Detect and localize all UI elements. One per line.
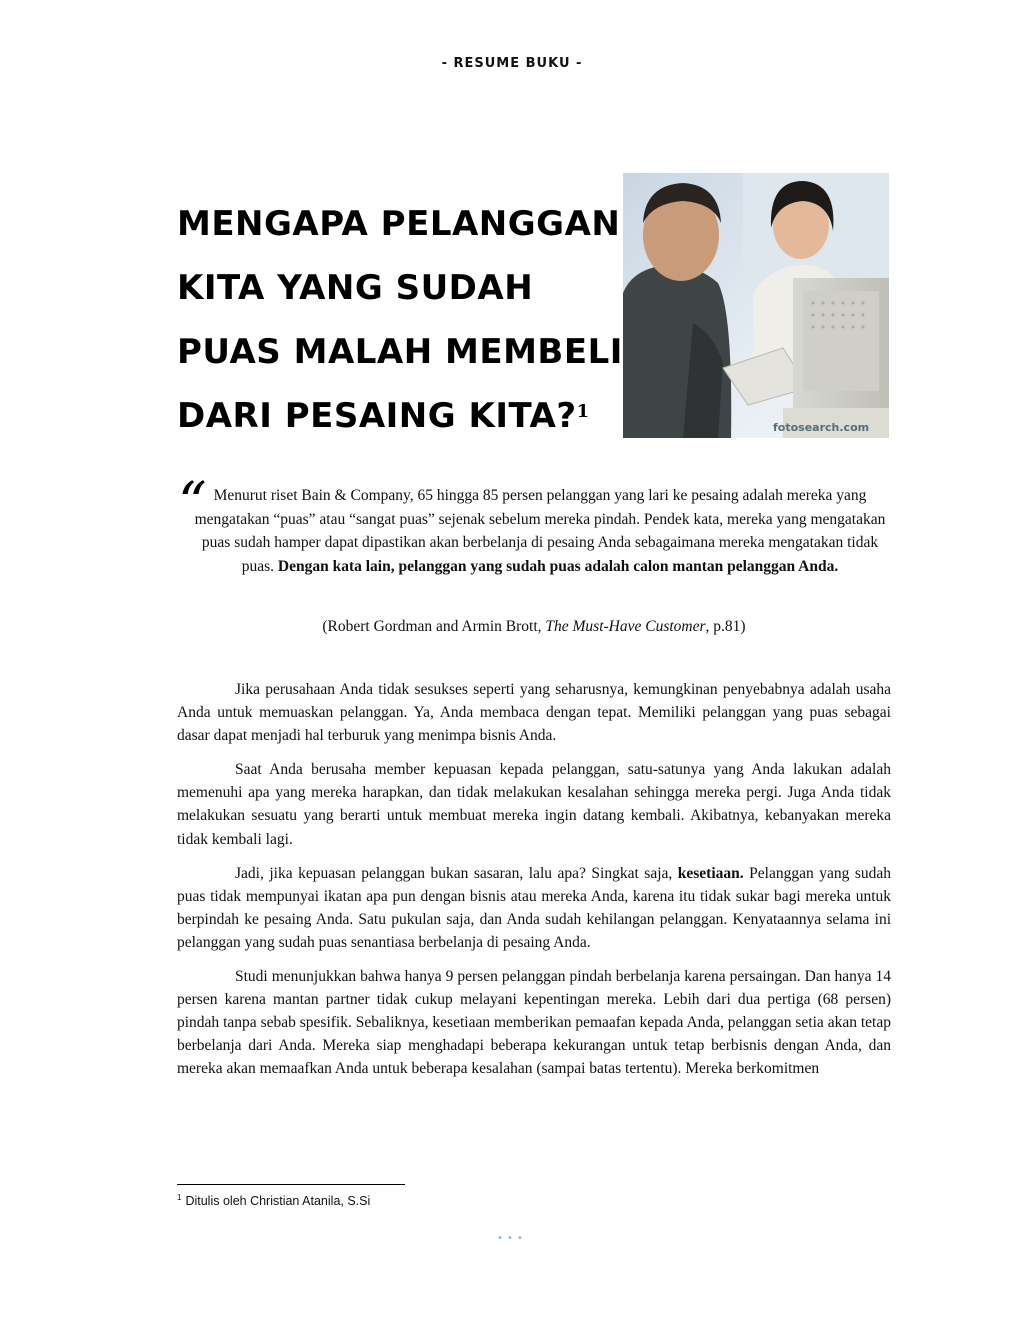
quote-mark: “ [178,471,207,536]
paragraph-1: Jika perusahaan Anda tidak sesukses seperti yang seharusnya, kemungkinan penyebabnya adalah usaha Anda untuk memuaskan pelanggan. Ya, Anda membaca dengan tepat. Memiliki pelanggan yang puas sebagai dasar dapat menjadi hal terburuk yang menimpa bisnis Anda. [177,681,891,745]
page-header: - RESUME BUKU - [441,56,583,71]
footnote [177,1193,370,1208]
citation-suffix: , p.81) [705,618,746,635]
paragraph-2: Saat Anda berusaha member kepuasan kepada pelanggan, satu-satunya yang Anda lakukan adalah memenuhi apa yang mereka harapkan, dan tidak melakukan kesalahan sehingga mereka pergi. Juga Anda tidak melakukan sesuatu yang berarti untuk membuat mereka ingin datang kembali. Akibatnya, kebanyakan mereka tidak kembali lagi. [177,761,891,848]
pull-quote [190,484,890,578]
paragraph-3-text: Jadi, jika kepuasan pelanggan bukan sasaran, lalu apa? Singkat saja, [235,864,678,882]
photo-watermark: fotosearch.com [773,421,870,434]
title-line-4 [177,384,627,448]
quote-text: Menurut riset Bain & Company, 65 hingga 85 persen pelanggan yang lari ke pesaing adalah mereka yang mengatakan “puas” atau “sangat puas” sejenak sebelum mereka pindah. Pendek kata, mereka yang mengatakan puas sudah hamper dapat dipastikan akan berbelanja di pesaing Anda sebagaimana mereka mengatakan tidak puas. [194,487,886,575]
quote-citation [177,618,891,636]
title-line-2: KITA YANG SUDAH [177,268,534,308]
customer-service-photo-icon [623,173,889,438]
title-line-3: PUAS MALAH MEMBELI [177,332,623,372]
article-body [177,678,891,1092]
paragraph-3 [177,862,891,954]
citation-book-title: The Must-Have Customer [545,618,706,635]
page-indicator-dots: ••• [497,1233,527,1244]
footnote-divider [177,1184,405,1185]
paragraph-4: Studi menunjukkan bahwa hanya 9 persen pelanggan pindah berbelanja karena persaingan. Dan hanya 14 persen karena mantan partner tidak cukup melayani kepentingan mereka. Lebih dari dua pertiga (68 persen) pindah tanpa sebab spesifik. Sebaliknya, kesetiaan memberikan pemaafan kepada Anda, pelanggan setia akan tetap berbelanja dari Anda. Mereka siap menghadapi beberapa kekurangan untuk tetap berbisnis dengan Anda, dan mereka akan memaafkan Anda untuk beberapa kesalahan (sampai batas tertentu). Mereka berkomitmen [177,968,891,1078]
footnote-text: Ditulis oleh Christian Atanila, S.Si [185,1194,371,1209]
title-line-1: MENGAPA PELANGGAN [177,204,621,244]
title-line-4-text: DARI PESAING KITA? [177,396,577,436]
citation-prefix: (Robert Gordman and Armin Brott, [322,618,546,635]
page-title [177,192,627,448]
paragraph-3-rest: Pelanggan yang sudah puas tidak mempunyai ikatan apa pun dengan bisnis atau mereka Anda, karena itu tidak sukar bagi mereka untuk berpindah ke pesaing Anda. Satu pukulan saja, dan Anda sudah kehilangan pelanggan. Kenyataannya selama ini pelanggan yang sudah puas senantiasa berbelanja di pesaing Anda. [177,864,891,951]
customer-service-photo [623,173,889,438]
paragraph-3-bold: kesetiaan. [677,864,744,882]
quote-bold-text: Dengan kata lain, pelanggan yang sudah puas adalah calon mantan pelanggan Anda. [277,557,839,575]
title-footnote-marker: 1 [576,401,590,422]
footnote-marker: 1 [177,1193,182,1202]
